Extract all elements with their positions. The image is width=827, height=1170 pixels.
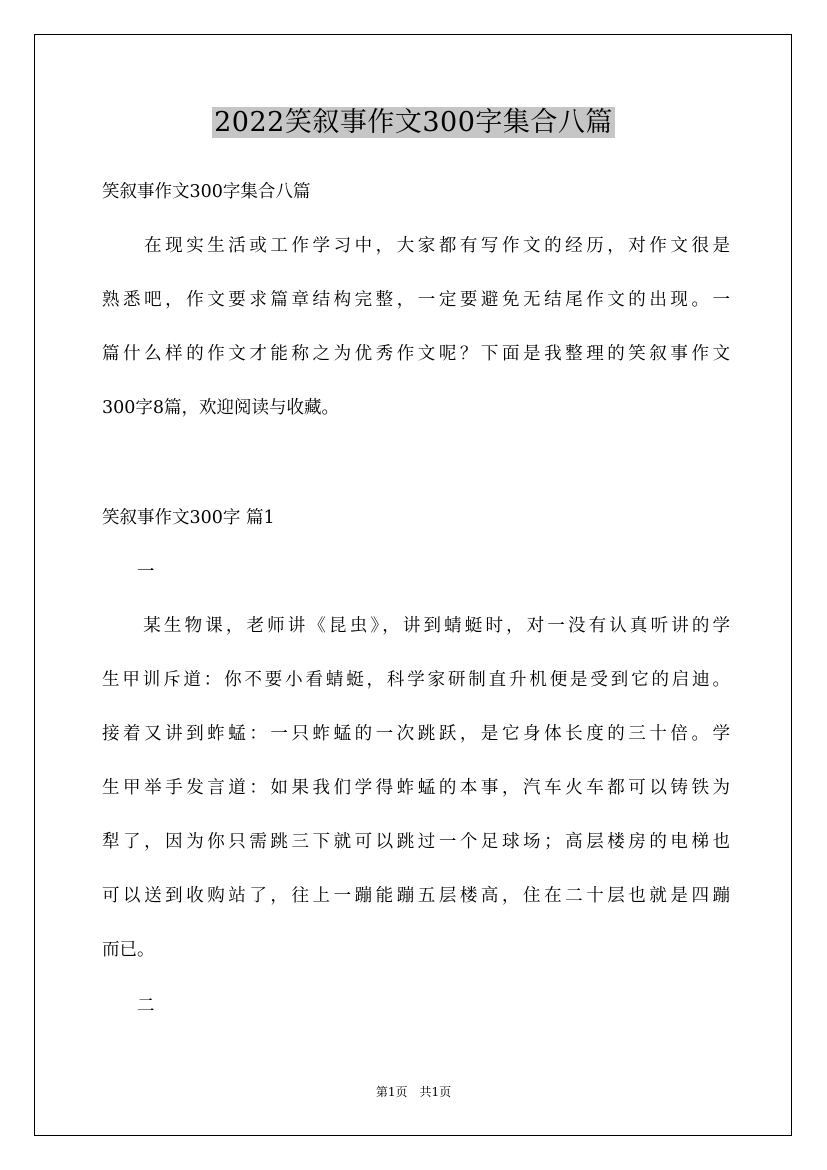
- intro-line: 300字8篇，欢迎阅读与收藏。: [102, 398, 340, 418]
- document-subtitle: 笑叙事作文300字集合八篇: [102, 182, 311, 202]
- story-line: 生甲举手发言道：如果我们学得蚱蜢的本事，汽车火车都可以铸铁为: [102, 778, 730, 798]
- intro-line: 熟悉吧，作文要求篇章结构完整，一定要避免无结尾作文的出现。一: [102, 290, 730, 310]
- story-line: 生甲训斥道：你不要小看蜻蜓，科学家研制直升机便是受到它的启迪。: [102, 670, 730, 690]
- document-title: 2022笑叙事作文300字集合八篇: [214, 107, 613, 138]
- page-number: 第1页 共1页: [375, 1085, 452, 1099]
- section-heading-block: [102, 491, 730, 545]
- document-title-wrap: [0, 103, 827, 143]
- part-two-label: 二: [102, 996, 155, 1016]
- intro-paragraph: [102, 219, 730, 435]
- story-line: 而已。: [102, 940, 155, 960]
- part-one-block: [102, 545, 730, 599]
- part-one-label: 一: [102, 562, 155, 582]
- story-paragraph: [102, 599, 730, 977]
- part-two-block: [102, 979, 730, 1033]
- section-heading: 笑叙事作文300字 篇1: [102, 508, 275, 528]
- story-line: 可以送到收购站了，往上一蹦能蹦五层楼高，住在二十层也就是四蹦: [102, 886, 730, 906]
- story-line: 接着又讲到蚱蜢：一只蚱蜢的一次跳跃，是它身体长度的三十倍。学: [102, 724, 730, 744]
- intro-line: 篇什么样的作文才能称之为优秀作文呢？下面是我整理的笑叙事作文: [102, 344, 730, 364]
- story-line: 犁了，因为你只需跳三下就可以跳过一个足球场；高层楼房的电梯也: [102, 832, 730, 852]
- page-footer: [0, 1083, 827, 1100]
- document-subtitle-block: [102, 165, 730, 219]
- story-line: 某生物课，老师讲《昆虫》，讲到蜻蜓时，对一没有认真听讲的学: [102, 616, 730, 636]
- intro-line: 在现实生活或工作学习中，大家都有写作文的经历，对作文很是: [102, 236, 730, 256]
